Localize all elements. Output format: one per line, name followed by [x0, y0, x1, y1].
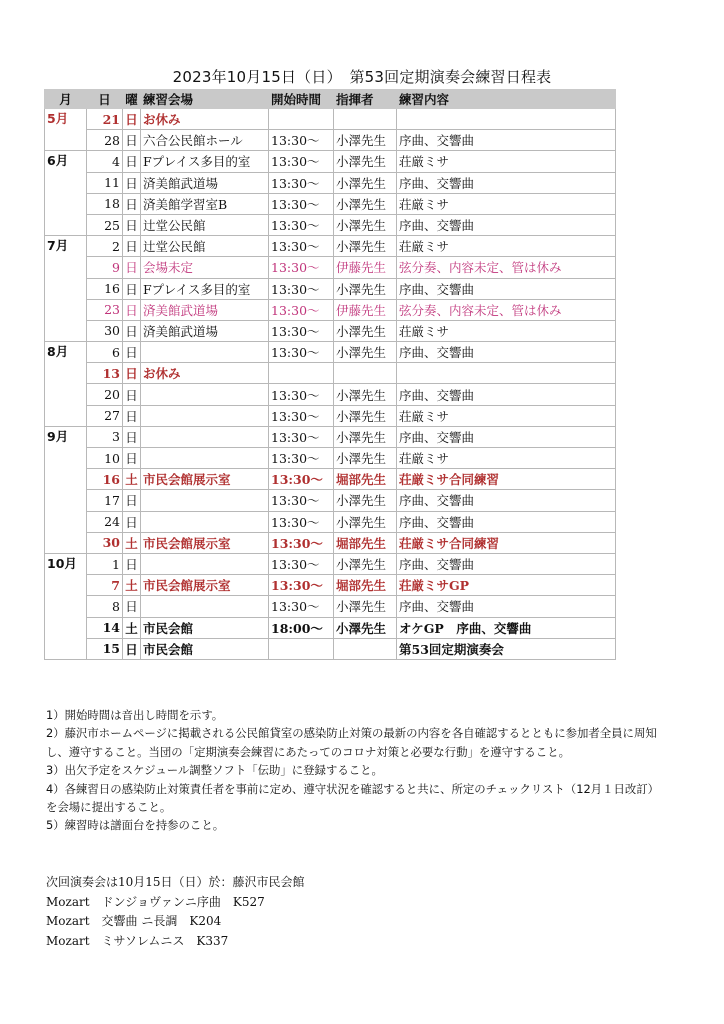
start-time-cell	[269, 109, 334, 130]
start-time-cell: 13:30～	[269, 320, 334, 341]
conductor-cell: 小澤先生	[334, 617, 397, 638]
header-weekday: 曜	[123, 90, 141, 109]
weekday-cell: 日	[123, 490, 141, 511]
schedule-table	[44, 89, 616, 660]
day-cell: 17	[87, 490, 123, 511]
schedule-body	[45, 109, 616, 660]
venue-cell	[141, 490, 269, 511]
month-cell: 8月	[45, 342, 87, 427]
conductor-cell: 堀部先生	[334, 575, 397, 596]
venue-cell: 市民会館	[141, 617, 269, 638]
day-cell: 9	[87, 257, 123, 278]
venue-cell: 会場未定	[141, 257, 269, 278]
table-row	[45, 214, 616, 235]
content-cell: 弦分奏、内容未定、管は休み	[397, 299, 616, 320]
weekday-cell: 日	[123, 193, 141, 214]
day-cell: 20	[87, 384, 123, 405]
conductor-cell: 小澤先生	[334, 278, 397, 299]
start-time-cell: 13:30～	[269, 299, 334, 320]
start-time-cell: 13:30～	[269, 236, 334, 257]
header-day: 日	[87, 90, 123, 109]
table-row	[45, 299, 616, 320]
table-row	[45, 469, 616, 490]
day-cell: 11	[87, 172, 123, 193]
month-cell: 10月	[45, 553, 87, 659]
start-time-cell: 13:30～	[269, 384, 334, 405]
weekday-cell: 土	[123, 575, 141, 596]
conductor-cell: 小澤先生	[334, 426, 397, 447]
note-item: 3）出欠予定をスケジュール調整ソフト「伝助」に登録すること。	[46, 763, 383, 778]
start-time-cell: 13:30～	[269, 490, 334, 511]
content-cell: 荘厳ミサ	[397, 448, 616, 469]
table-row	[45, 278, 616, 299]
month-cell: 9月	[45, 426, 87, 553]
weekday-cell: 日	[123, 553, 141, 574]
content-cell: 序曲、交響曲	[397, 490, 616, 511]
next-concert-section	[46, 873, 305, 951]
day-cell: 1	[87, 553, 123, 574]
start-time-cell	[269, 638, 334, 659]
content-cell: 序曲、交響曲	[397, 172, 616, 193]
weekday-cell: 日	[123, 151, 141, 172]
venue-cell: 市民会館展示室	[141, 532, 269, 553]
content-cell: オケGP 序曲、交響曲	[397, 617, 616, 638]
conductor-cell: 小澤先生	[334, 405, 397, 426]
table-row	[45, 426, 616, 447]
notes-section	[46, 706, 666, 835]
content-cell: 荘厳ミサ	[397, 405, 616, 426]
weekday-cell: 日	[123, 363, 141, 384]
conductor-cell: 小澤先生	[334, 193, 397, 214]
conductor-cell: 小澤先生	[334, 236, 397, 257]
table-row	[45, 109, 616, 130]
day-cell: 2	[87, 236, 123, 257]
content-cell: 荘厳ミサ	[397, 236, 616, 257]
conductor-cell: 小澤先生	[334, 448, 397, 469]
venue-cell	[141, 384, 269, 405]
table-row	[45, 320, 616, 341]
day-cell: 13	[87, 363, 123, 384]
day-cell: 14	[87, 617, 123, 638]
conductor-cell: 堀部先生	[334, 532, 397, 553]
conductor-cell	[334, 363, 397, 384]
weekday-cell: 日	[123, 342, 141, 363]
weekday-cell: 日	[123, 426, 141, 447]
note-item: 5）練習時は譜面台を持参のこと。	[46, 818, 225, 833]
month-cell: 6月	[45, 151, 87, 236]
table-row	[45, 490, 616, 511]
day-cell: 3	[87, 426, 123, 447]
day-cell: 21	[87, 109, 123, 130]
conductor-cell: 小澤先生	[334, 342, 397, 363]
table-row	[45, 130, 616, 151]
conductor-cell: 伊藤先生	[334, 257, 397, 278]
venue-cell	[141, 426, 269, 447]
day-cell: 23	[87, 299, 123, 320]
start-time-cell: 18:00～	[269, 617, 334, 638]
header-content: 練習内容	[397, 90, 616, 109]
content-cell: 荘厳ミサ	[397, 193, 616, 214]
start-time-cell: 13:30～	[269, 532, 334, 553]
weekday-cell: 日	[123, 405, 141, 426]
venue-cell	[141, 553, 269, 574]
program-item: Mozart 交響曲 ニ長調 K204	[46, 914, 222, 928]
table-row	[45, 405, 616, 426]
day-cell: 6	[87, 342, 123, 363]
weekday-cell: 日	[123, 384, 141, 405]
venue-cell: Fプレイス多目的室	[141, 151, 269, 172]
content-cell: 序曲、交響曲	[397, 384, 616, 405]
venue-cell: 市民会館展示室	[141, 575, 269, 596]
header-start-time: 開始時間	[269, 90, 334, 109]
venue-cell	[141, 342, 269, 363]
venue-cell	[141, 448, 269, 469]
start-time-cell: 13:30～	[269, 130, 334, 151]
start-time-cell: 13:30～	[269, 448, 334, 469]
weekday-cell: 日	[123, 130, 141, 151]
table-row	[45, 236, 616, 257]
conductor-cell: 小澤先生	[334, 172, 397, 193]
day-cell: 30	[87, 320, 123, 341]
content-cell: 荘厳ミサ合同練習	[397, 469, 616, 490]
venue-cell: 六合公民館ホール	[141, 130, 269, 151]
conductor-cell: 堀部先生	[334, 469, 397, 490]
start-time-cell: 13:30～	[269, 575, 334, 596]
table-row	[45, 638, 616, 659]
weekday-cell: 日	[123, 511, 141, 532]
venue-cell	[141, 596, 269, 617]
day-cell: 4	[87, 151, 123, 172]
content-cell: 第53回定期演奏会	[397, 638, 616, 659]
start-time-cell: 13:30～	[269, 511, 334, 532]
venue-cell: 済美館武道場	[141, 172, 269, 193]
day-cell: 24	[87, 511, 123, 532]
table-row	[45, 342, 616, 363]
day-cell: 27	[87, 405, 123, 426]
conductor-cell: 伊藤先生	[334, 299, 397, 320]
conductor-cell: 小澤先生	[334, 553, 397, 574]
venue-cell: 市民会館	[141, 638, 269, 659]
weekday-cell: 日	[123, 109, 141, 130]
conductor-cell: 小澤先生	[334, 596, 397, 617]
venue-cell: Fプレイス多目的室	[141, 278, 269, 299]
table-row	[45, 553, 616, 574]
content-cell: 荘厳ミサ	[397, 151, 616, 172]
conductor-cell	[334, 109, 397, 130]
table-row	[45, 448, 616, 469]
content-cell: 弦分奏、内容未定、管は休み	[397, 257, 616, 278]
venue-cell: お休み	[141, 363, 269, 384]
table-row	[45, 151, 616, 172]
next-concert-heading: 次回演奏会は10月15日（日）於：藤沢市民会館	[46, 875, 305, 889]
day-cell: 25	[87, 214, 123, 235]
start-time-cell: 13:30～	[269, 469, 334, 490]
content-cell: 序曲、交響曲	[397, 596, 616, 617]
venue-cell: 済美館学習室B	[141, 193, 269, 214]
start-time-cell: 13:30～	[269, 278, 334, 299]
content-cell: 序曲、交響曲	[397, 278, 616, 299]
content-cell: 序曲、交響曲	[397, 342, 616, 363]
content-cell: 序曲、交響曲	[397, 426, 616, 447]
weekday-cell: 日	[123, 172, 141, 193]
weekday-cell: 日	[123, 236, 141, 257]
start-time-cell: 13:30～	[269, 151, 334, 172]
weekday-cell: 日	[123, 214, 141, 235]
venue-cell: 辻堂公民館	[141, 236, 269, 257]
header-month: 月	[45, 90, 87, 109]
content-cell: 序曲、交響曲	[397, 553, 616, 574]
day-cell: 16	[87, 469, 123, 490]
day-cell: 15	[87, 638, 123, 659]
weekday-cell: 土	[123, 532, 141, 553]
conductor-cell: 小澤先生	[334, 320, 397, 341]
content-cell: 序曲、交響曲	[397, 214, 616, 235]
conductor-cell	[334, 638, 397, 659]
weekday-cell: 日	[123, 320, 141, 341]
weekday-cell: 土	[123, 617, 141, 638]
conductor-cell: 小澤先生	[334, 490, 397, 511]
venue-cell: 市民会館展示室	[141, 469, 269, 490]
venue-cell: 辻堂公民館	[141, 214, 269, 235]
weekday-cell: 日	[123, 596, 141, 617]
weekday-cell: 日	[123, 448, 141, 469]
venue-cell	[141, 511, 269, 532]
page-title: 2023年10月15日（日） 第53回定期演奏会練習日程表	[172, 68, 552, 86]
conductor-cell: 小澤先生	[334, 511, 397, 532]
content-cell: 荘厳ミサGP	[397, 575, 616, 596]
note-item: 1）開始時間は音出し時間を示す。	[46, 708, 224, 722]
content-cell	[397, 363, 616, 384]
weekday-cell: 日	[123, 278, 141, 299]
day-cell: 28	[87, 130, 123, 151]
month-cell: 7月	[45, 236, 87, 342]
venue-cell: 済美館武道場	[141, 320, 269, 341]
start-time-cell: 13:30～	[269, 342, 334, 363]
table-row	[45, 596, 616, 617]
program-item: Mozart ドンジョヴァンニ序曲 K527	[46, 894, 265, 909]
start-time-cell	[269, 363, 334, 384]
start-time-cell: 13:30～	[269, 596, 334, 617]
content-cell	[397, 109, 616, 130]
table-row	[45, 257, 616, 278]
day-cell: 18	[87, 193, 123, 214]
weekday-cell: 土	[123, 469, 141, 490]
content-cell: 荘厳ミサ合同練習	[397, 532, 616, 553]
conductor-cell: 小澤先生	[334, 130, 397, 151]
table-row	[45, 617, 616, 638]
day-cell: 10	[87, 448, 123, 469]
start-time-cell: 13:30～	[269, 193, 334, 214]
conductor-cell: 小澤先生	[334, 384, 397, 405]
conductor-cell: 小澤先生	[334, 151, 397, 172]
note-item: 4）各練習日の感染防止対策責任者を事前に定め、遵守状況を確認すると共に、所定のチェックリスト（12月１日改訂）を会場に提出すること。	[46, 781, 660, 815]
venue-cell	[141, 405, 269, 426]
start-time-cell: 13:30～	[269, 257, 334, 278]
day-cell: 8	[87, 596, 123, 617]
content-cell: 序曲、交響曲	[397, 511, 616, 532]
month-cell: 5月	[45, 109, 87, 151]
content-cell: 荘厳ミサ	[397, 320, 616, 341]
note-item: 2）藤沢市ホームページに掲載される公民館貸室の感染防止対策の最新の内容を各自確認するとともに参加者全員に周知し、遵守すること。当団の「定期演奏会練習にあたってのコロナ対策と必要な行動」を遵守すること。	[46, 726, 657, 759]
weekday-cell: 日	[123, 257, 141, 278]
weekday-cell: 日	[123, 638, 141, 659]
table-header-row	[45, 90, 616, 109]
start-time-cell: 13:30～	[269, 426, 334, 447]
table-row	[45, 363, 616, 384]
header-conductor: 指揮者	[334, 90, 397, 109]
table-row	[45, 511, 616, 532]
venue-cell: 済美館武道場	[141, 299, 269, 320]
venue-cell: お休み	[141, 109, 269, 130]
header-venue: 練習会場	[141, 90, 269, 109]
table-row	[45, 172, 616, 193]
table-row	[45, 384, 616, 405]
weekday-cell: 日	[123, 299, 141, 320]
conductor-cell: 小澤先生	[334, 214, 397, 235]
start-time-cell: 13:30～	[269, 405, 334, 426]
start-time-cell: 13:30～	[269, 172, 334, 193]
start-time-cell: 13:30～	[269, 214, 334, 235]
table-row	[45, 532, 616, 553]
day-cell: 7	[87, 575, 123, 596]
start-time-cell: 13:30～	[269, 553, 334, 574]
table-row	[45, 193, 616, 214]
day-cell: 16	[87, 278, 123, 299]
table-row	[45, 575, 616, 596]
day-cell: 30	[87, 532, 123, 553]
program-item: Mozart ミサソレムニス K337	[46, 933, 229, 948]
content-cell: 序曲、交響曲	[397, 130, 616, 151]
